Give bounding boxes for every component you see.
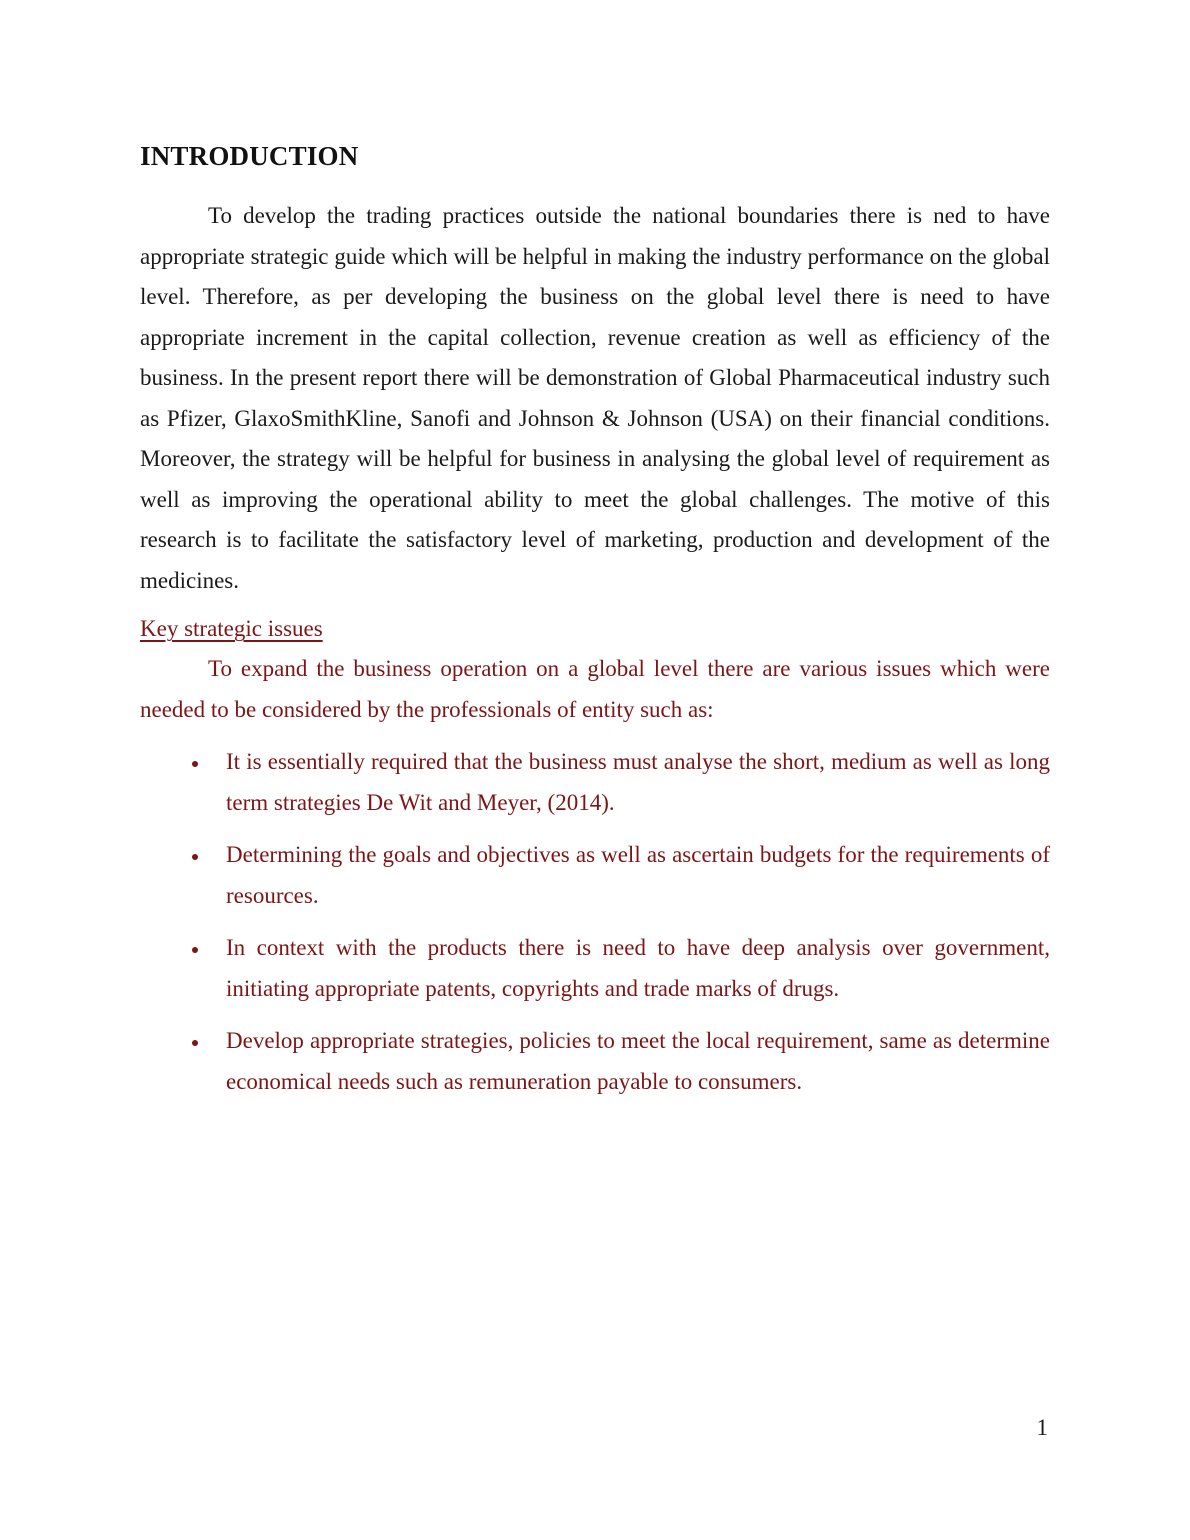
list-item-text: In context with the products there is need to have deep analysis over government, initiating appropriate patents, copyrights and trade marks of drugs. (226, 935, 1050, 1001)
subsection-heading-key-strategic-issues: Key strategic issues (140, 616, 323, 642)
list-item-text: Determining the goals and objectives as well as ascertain budgets for the requirements of resources. (226, 842, 1050, 908)
list-item (210, 835, 1050, 916)
list-item (210, 928, 1050, 1009)
strategic-issues-list (140, 742, 1050, 1102)
list-item (210, 1021, 1050, 1102)
list-item-text: It is essentially required that the business must analyse the short, medium as well as long term strategies De Wit and Meyer, (2014). (226, 749, 1050, 815)
list-item-text: Develop appropriate strategies, policies to meet the local requirement, same as determine economical needs such as remuneration payable to consumers. (226, 1028, 1050, 1094)
section-lead-paragraph: To expand the business operation on a global level there are various issues which were needed to be considered by the professionals of entity such as: (140, 656, 1050, 722)
intro-paragraph: To develop the trading practices outside the national boundaries there is ned to have appropriate strategic guide which will be helpful in making the industry performance on the global level. Therefore, as per developing the business on the global level there is need to have appropriate increment in the capital collection, revenue creation as well as efficiency of the business. In the present report there will be demonstration of Global Pharmaceutical industry such as Pfizer, GlaxoSmithKline, Sanofi and Johnson & Johnson (USA) on their financial conditions. Moreover, the strategy will be helpful for business in analysing the global level of requirement as well as improving the operational ability to meet the global challenges. The motive of this research is to facilitate the satisfactory level of marketing, production and development of the medicines. (140, 203, 1050, 593)
list-item (210, 742, 1050, 823)
page-title: INTRODUCTION (140, 141, 359, 171)
page-number: 1 (1036, 1415, 1048, 1440)
